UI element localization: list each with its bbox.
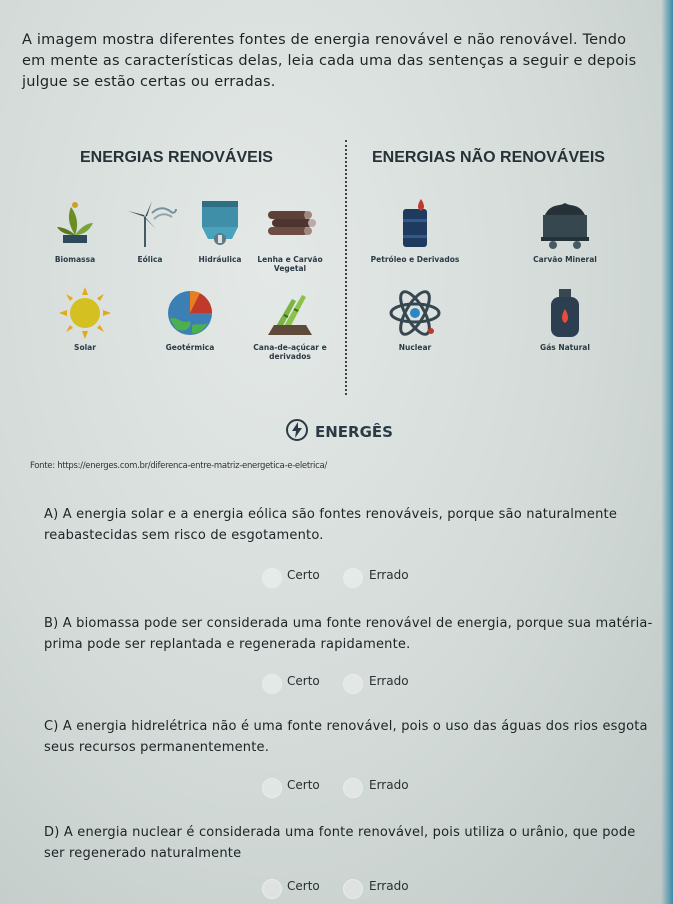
radio-errado-c[interactable] xyxy=(343,778,363,798)
question-b: B) A biomassa pode ser considerada uma fonte renovável de energia, porque sua matéria-prima pode ser replantada e regenerada rapidamente. xyxy=(44,616,653,652)
oil-barrel-icon xyxy=(387,197,443,253)
question-c: C) A energia hidrelétrica não é uma fonte renovável, pois o uso das águas dos rios esgota seus recursos permanentemente. xyxy=(44,719,648,755)
coal-cart-icon xyxy=(537,197,593,253)
water-icon xyxy=(192,197,248,253)
radio-certo-b[interactable] xyxy=(262,674,282,694)
item-petroleo: Petróleo e Derivados xyxy=(370,197,460,264)
item-hidraulica: Hidráulica xyxy=(175,197,265,264)
item-geotermica: Geotérmica xyxy=(145,285,235,352)
column-divider xyxy=(345,140,347,395)
source-text: Fonte: https://energes.com.br/diferenca-entre-matriz-energetica-e-eletrica/ xyxy=(30,461,327,471)
item-gas-natural: Gás Natural xyxy=(520,285,610,352)
radio-certo-a[interactable] xyxy=(262,568,282,588)
item-lenha: Lenha e Carvão Vegetal xyxy=(245,197,335,273)
atom-icon xyxy=(387,285,443,341)
option-errado-d[interactable]: Errado xyxy=(369,879,409,893)
firewood-icon xyxy=(262,197,318,253)
radio-errado-b[interactable] xyxy=(343,674,363,694)
brand-logo xyxy=(285,418,393,446)
options-a xyxy=(0,568,673,588)
options-b xyxy=(0,674,673,694)
lightning-icon xyxy=(285,418,309,446)
sugarcane-icon xyxy=(262,285,318,341)
gas-cylinder-icon xyxy=(537,285,593,341)
item-biomassa: Biomassa xyxy=(30,197,120,264)
item-eolica: Eólica xyxy=(105,197,195,264)
question-a: A) A energia solar e a energia eólica são fontes renováveis, porque são naturalmente reabastecidas sem risco de esgotamento. xyxy=(44,507,618,543)
energy-infographic xyxy=(30,135,650,455)
option-certo-a[interactable]: Certo xyxy=(287,568,320,582)
option-certo-b[interactable]: Certo xyxy=(287,674,320,688)
renewable-title: ENERGIAS RENOVÁVEIS xyxy=(80,149,273,166)
earth-core-icon xyxy=(162,285,218,341)
wind-turbine-icon xyxy=(122,197,178,253)
radio-certo-d[interactable] xyxy=(262,879,282,899)
radio-errado-a[interactable] xyxy=(343,568,363,588)
option-errado-a[interactable]: Errado xyxy=(369,568,409,582)
radio-certo-c[interactable] xyxy=(262,778,282,798)
option-errado-b[interactable]: Errado xyxy=(369,674,409,688)
plant-icon xyxy=(47,197,103,253)
nonrenewable-title: ENERGIAS NÃO RENOVÁVEIS xyxy=(372,149,605,166)
brand-name: ENERGÊS xyxy=(315,423,393,441)
options-d xyxy=(0,879,673,899)
question-d: D) A energia nuclear é considerada uma fonte renovável, pois utiliza o urânio, que pode ser regenerado naturalmente xyxy=(44,825,636,861)
screen-edge xyxy=(661,0,673,904)
options-c xyxy=(0,778,673,798)
option-certo-d[interactable]: Certo xyxy=(287,879,320,893)
option-certo-c[interactable]: Certo xyxy=(287,778,320,792)
sun-icon xyxy=(57,285,113,341)
radio-errado-d[interactable] xyxy=(343,879,363,899)
item-carvao-mineral: Carvão Mineral xyxy=(520,197,610,264)
option-errado-c[interactable]: Errado xyxy=(369,778,409,792)
item-cana: Cana-de-açúcar e derivados xyxy=(245,285,335,361)
intro-text: A imagem mostra diferentes fontes de energia renovável e não renovável. Tendo em mente as características delas, leia cada uma das sentenças a seguir e depois julgue se estão certas ou erradas. xyxy=(22,32,637,90)
item-solar: Solar xyxy=(40,285,130,352)
item-nuclear: Nuclear xyxy=(370,285,460,352)
